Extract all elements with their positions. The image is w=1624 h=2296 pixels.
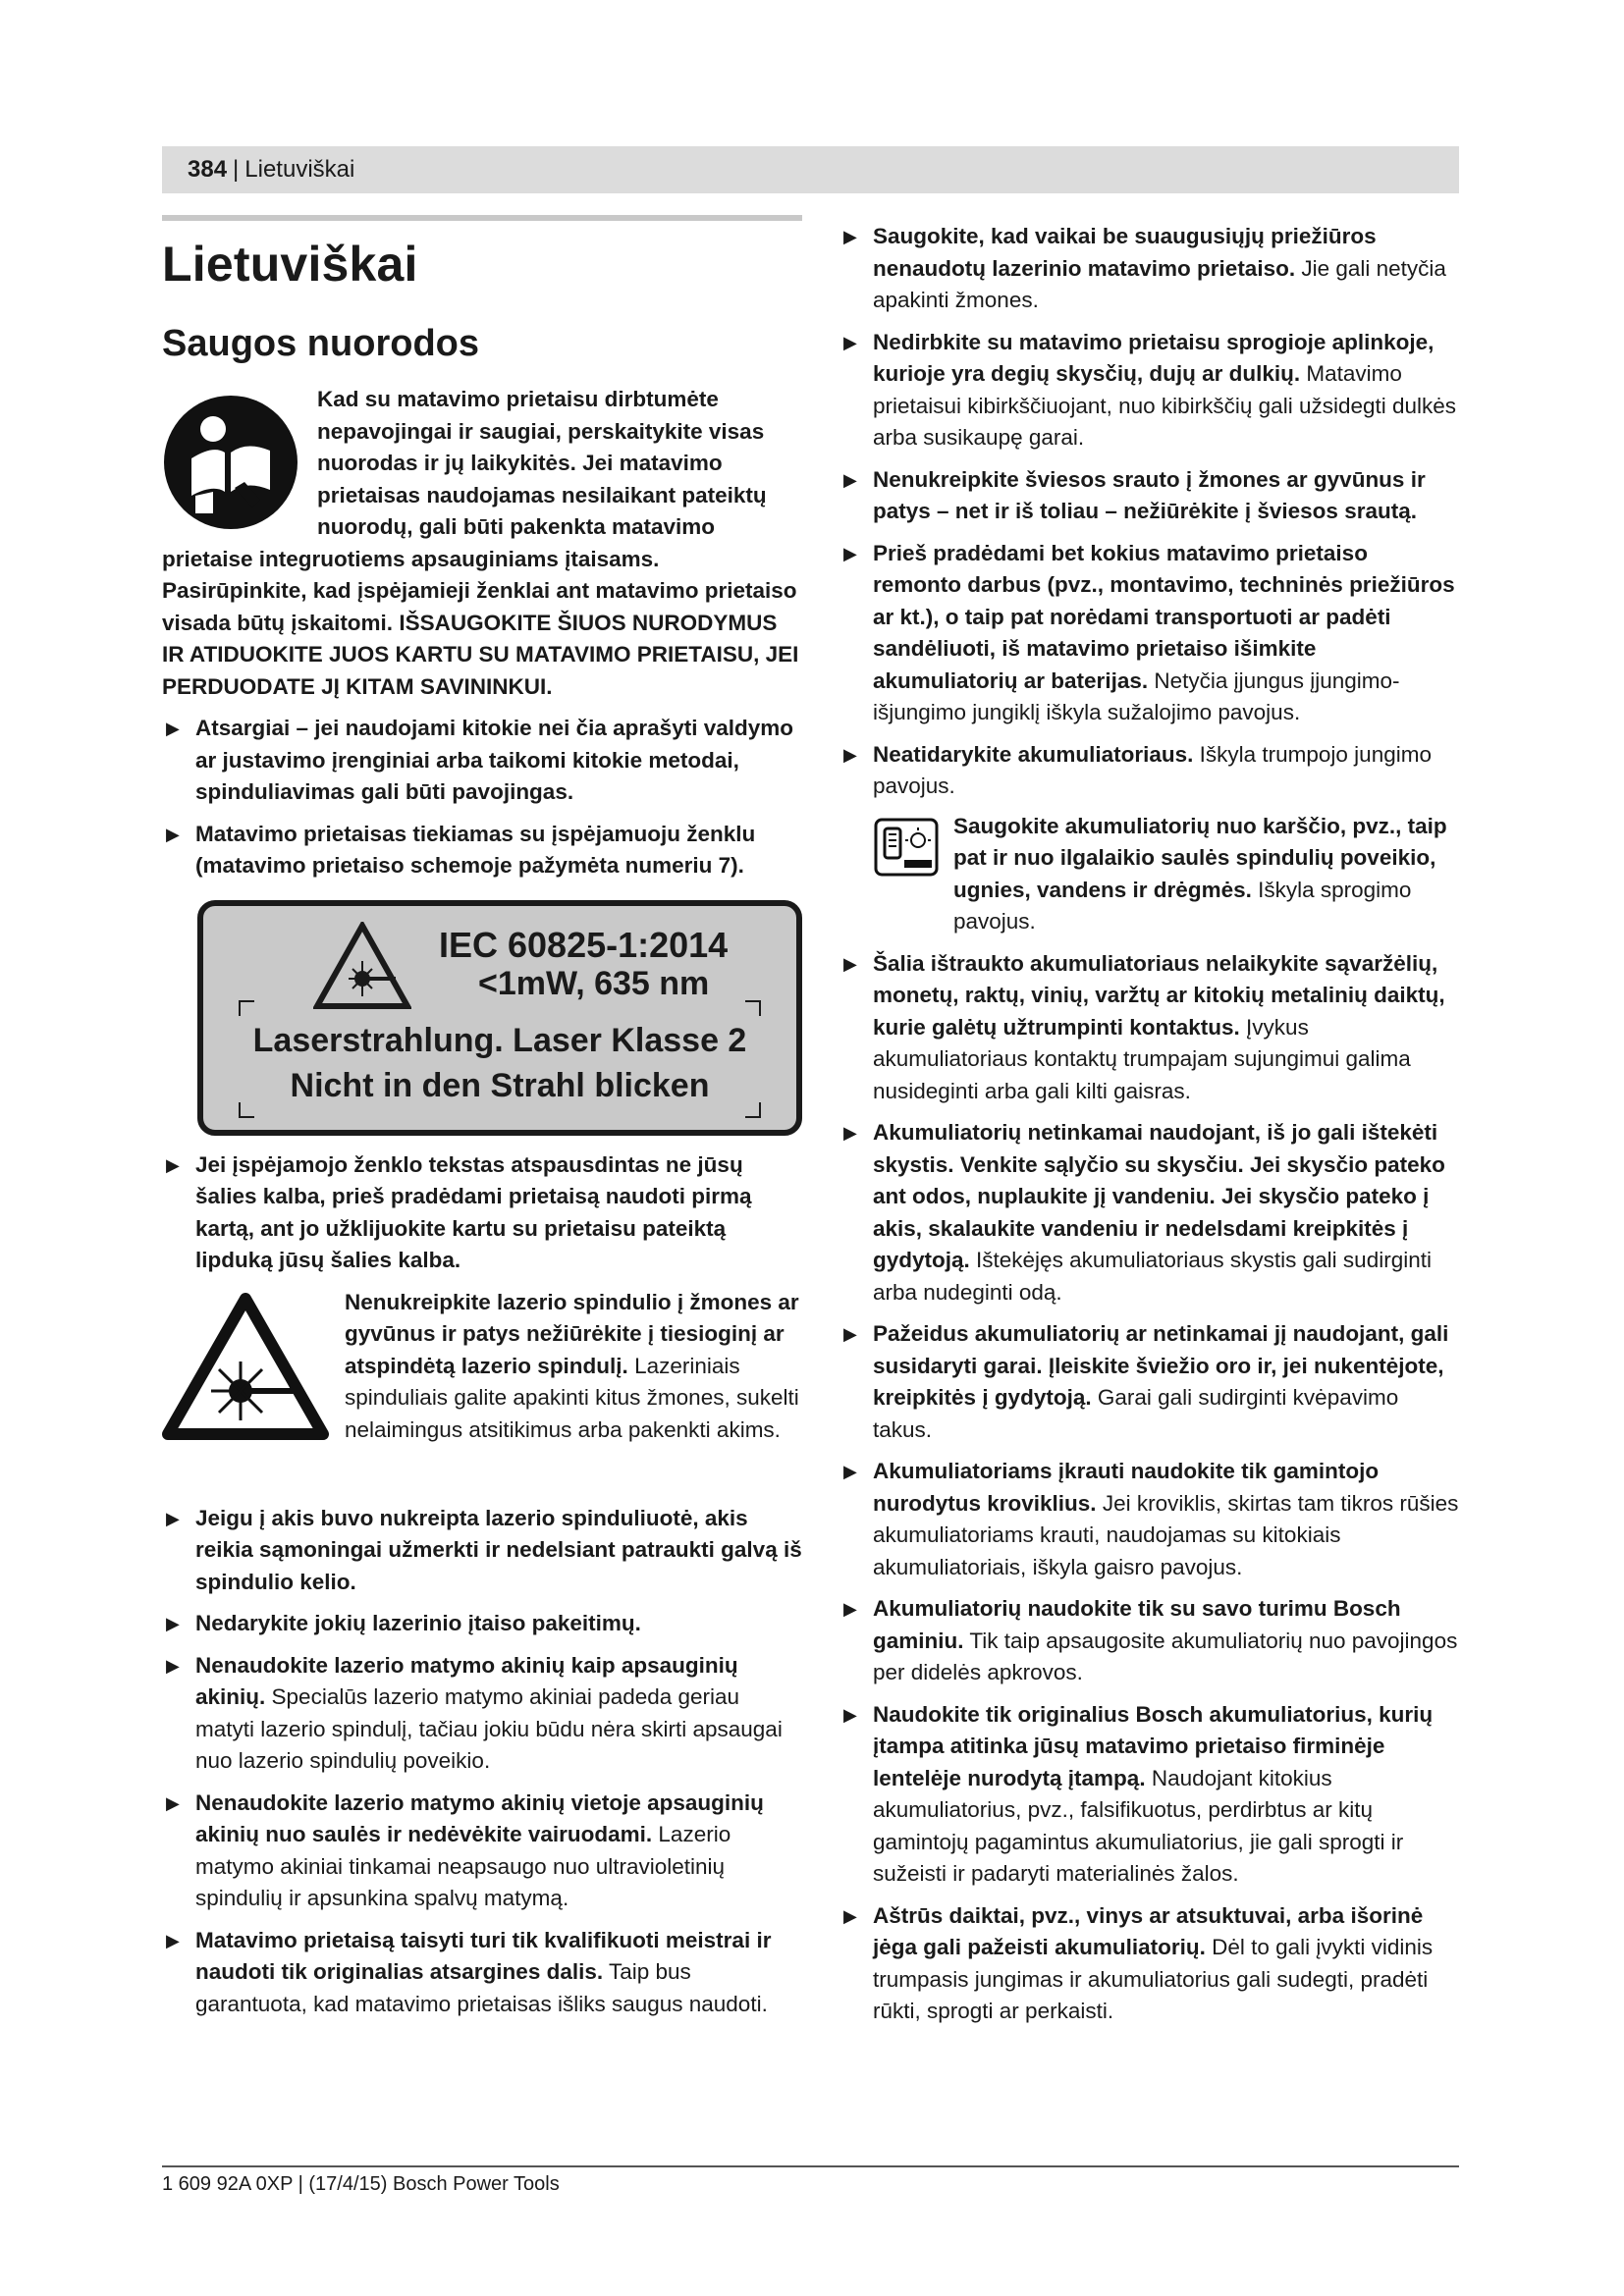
safety-item-bold: Neatidarykite akumuliatoriaus. — [873, 741, 1194, 767]
safety-item — [839, 221, 1460, 317]
safety-item — [839, 1593, 1460, 1689]
safety-item-bold: Matavimo prietaisą taisyti turi tik kvalifikuoti meistrai ir naudoti tik originalias atsargines dalis. — [195, 1927, 772, 1984]
laser-warning-label — [197, 900, 802, 1136]
heat-warning — [839, 811, 1460, 938]
bullet-arrow-icon: ▶ — [843, 543, 857, 563]
bullet-arrow-icon: ▶ — [166, 1614, 180, 1633]
safety-item — [839, 1456, 1460, 1583]
crop-mark — [239, 1000, 254, 1016]
laser-standard: IEC 60825-1:2014 — [439, 924, 729, 965]
safety-item-bold: Nedirbkite su matavimo prietaisu sprogioje aplinkoje, kurioje yra degių skysčių, dujų ar dulkių. — [873, 329, 1435, 386]
header-section: Lietuviškai — [244, 156, 355, 183]
page-footer: 1 609 92A 0XP | (17/4/15) Bosch Power Tools — [162, 2173, 560, 2195]
left-list-b — [162, 1149, 802, 1277]
safety-item-text: Garai gali sudirginti kvėpavimo takus. — [873, 1385, 1399, 1442]
laser-class-line: Laserstrahlung. Laser Klasse 2 — [252, 1021, 747, 1059]
read-manual-icon — [162, 394, 299, 531]
safety-item — [839, 1117, 1460, 1308]
bullet-arrow-icon: ▶ — [166, 1930, 180, 1950]
safety-item-bold: Pažeidus akumuliatorių ar netinkamai jį naudojant, gali susidaryti garai. Įleiskite šviežio oro ir, jei nukentėjote, kreipkitės į gydytoją. — [873, 1321, 1449, 1410]
safety-item-bold: Akumuliatorių naudokite tik su savo turimu Bosch gaminiu. — [873, 1596, 1401, 1653]
left-list-c — [162, 1503, 802, 2021]
bullet-arrow-icon: ▶ — [843, 1905, 857, 1926]
bullet-arrow-icon: ▶ — [843, 1599, 857, 1619]
safety-item — [162, 819, 802, 882]
heat-warning-normal: Iškyla sprogimo pavojus. — [953, 877, 1412, 934]
safety-item — [839, 327, 1460, 454]
heat-warning-bold: Saugokite akumuliatorių nuo karščio, pvz., taip pat ir nuo ilgalaikio saulės spindulių poveikio, ugnies, vandens ir drėgmės. — [953, 813, 1447, 902]
bullet-arrow-icon: ▶ — [166, 1792, 180, 1813]
crop-mark — [745, 1102, 761, 1118]
bullet-arrow-icon: ▶ — [843, 332, 857, 352]
safety-item-text: Tik taip apsaugosite akumuliatorių nuo pavojingos per didelės apkrovos. — [873, 1628, 1458, 1684]
safety-item — [839, 948, 1460, 1108]
safety-item-text: Ištekėjęs akumuliatoriaus skystis gali sudirginti arba nudeginti odą. — [873, 1248, 1432, 1305]
right-column — [839, 211, 1460, 2028]
bullet-arrow-icon: ▶ — [843, 1462, 857, 1481]
bullet-arrow-icon: ▶ — [166, 1154, 180, 1175]
safety-item-bold: Nenaudokite lazerio matymo akinių vietoje apsauginių akinių nuo saulės ir nedėvėkite vairuodami. — [195, 1789, 764, 1846]
left-column — [162, 211, 802, 2020]
safety-item-bold: Prieš pradėdami bet kokius matavimo prietaiso remonto darbus (pvz., montavimo, techninės priežiūros ar kt.), o taip pat norėdami transportuoti ar padėti sandėliuoti, iš matavimo prietaiso išimkite akumuliatorių ar baterijas. — [873, 540, 1455, 693]
bullet-arrow-icon: ▶ — [843, 469, 857, 490]
page-header — [162, 146, 1459, 193]
safety-item — [162, 1503, 802, 1599]
safety-item-bold: Saugokite, kad vaikai be suaugusiųjų priežiūros nenaudotų lazerinio matavimo prietaiso. — [873, 224, 1377, 281]
safety-item-bold: Jei įspėjamojo ženklo tekstas atspausdintas ne jūsų šalies kalba, prieš pradėdami prietaisą naudoti pirmą kartą, ant jo užklijuokite kartu su prietaisu pateiktą lipduką jūsų šalies kalba. — [195, 1151, 752, 1272]
bullet-arrow-icon: ▶ — [843, 1324, 857, 1344]
safety-item — [162, 1650, 802, 1778]
bullet-arrow-icon: ▶ — [843, 227, 857, 246]
bullet-arrow-icon: ▶ — [843, 1704, 857, 1725]
safety-item — [162, 1149, 802, 1277]
laser-caution-line: Nicht in den Strahl blicken — [290, 1066, 710, 1104]
laser-eye-warning-bold: Nenukreipkite lazerio spindulio į žmones ar gyvūnus ir patys nežiūrėkite į tiesioginį ar atspindėtą lazerio spindulį. — [345, 1289, 799, 1378]
safety-item-text: Naudojant kitokius akumuliatorius, pvz., falsifikuotus, perdirbtus ar kitų gamintojų pagamintus akumuliatorius, jie gali sprogti ir sužeisti ir padaryti materialinės žalos. — [873, 1765, 1404, 1886]
safety-item-bold: Nedarykite jokių lazerinio įtaiso pakeitimų. — [195, 1611, 641, 1635]
safety-item — [839, 739, 1460, 803]
safety-item-bold: Šalia ištraukto akumuliatoriaus nelaikykite sąvaržėlių, monetų, raktų, vinių, varžtų ar kitokių metalinių daiktų, kurie galėtų užtrumpinti kontaktus. — [873, 950, 1445, 1040]
safety-item-bold: Akumuliatoriams įkrauti naudokite tik gamintojo nurodytus kroviklius. — [873, 1459, 1380, 1516]
footer-rule — [162, 2165, 1459, 2167]
bullet-arrow-icon: ▶ — [166, 1508, 180, 1528]
laser-power: <1mW, 635 nm — [478, 964, 710, 1002]
safety-item-bold: Naudokite tik originalius Bosch akumuliatorius, kurių įtampa atitinka jūsų matavimo prietaiso firminėje lentelėje nurodytą įtampą. — [873, 1701, 1434, 1790]
bullet-arrow-icon: ▶ — [166, 719, 180, 738]
right-list-b — [839, 948, 1460, 2028]
safety-item-text: Įvykus akumuliatoriaus kontaktų trumpajam sujungimui galima nusideginti arba gali kilti gaisras. — [873, 1014, 1411, 1103]
safety-item — [839, 1318, 1460, 1446]
safety-item-text: Specialūs lazerio matymo akiniai padeda geriau matyti lazerio spindulį, tačiau jokiu būdu nėra skirti apsaugai nuo lazerio spindulių poveikio. — [195, 1684, 783, 1773]
safety-item-text: Jie gali netyčia apakinti žmones. — [873, 255, 1446, 312]
laser-radiation-icon — [162, 1293, 329, 1440]
intro-block — [162, 384, 802, 703]
safety-item-text: Lazerio matymo akiniai tinkamai neapsaugo nuo ultravioletinių spindulių ir apsunkina spalvų matymą. — [195, 1822, 731, 1910]
page-title: Lietuviškai — [162, 237, 418, 292]
safety-item-bold: Akumuliatorių netinkamai naudojant, iš jo gali ištekėti skystis. Venkite sąlyčio su skysčiu. Jei skysčio pateko ant odos, nuplaukite jį vandeniu. Jei skysčio pateko į akis, skalaukite vandeniu ir nedelsdami kreipkitės į gydytoją. — [873, 1120, 1445, 1272]
safety-item — [839, 538, 1460, 729]
left-list-a — [162, 713, 802, 882]
safety-item-bold: Jeigu į akis buvo nukreipta lazerio spinduliuotė, akis reikia sąmoningai užmerkti ir nedelsiant patraukti galvą iš spindulio kelio. — [195, 1505, 802, 1594]
safety-item-bold: Nenukreipkite šviesos srauto į žmones ar gyvūnus ir patys – net ir iš toliau – nežiūrėkite į šviesos srautą. — [873, 466, 1426, 523]
safety-item — [162, 713, 802, 809]
safety-item-text: Dėl to gali įvykti vidinis trumpasis jungimas ir akumuliatorius gali sudegti, pradėti rūkti, sprogti ar perkaisti. — [873, 1935, 1434, 2023]
safety-item-bold: Matavimo prietaisas tiekiamas su įspėjamuoju ženklu (matavimo prietaiso schemoje pažymėta numeriu 7). — [195, 821, 756, 878]
safety-item-text: Matavimo prietaisui kibirkščiuojant, nuo kibirkščių gali užsidegti dulkės arba susikaupę garai. — [873, 361, 1457, 450]
right-list-a — [839, 221, 1460, 803]
safety-item — [839, 1900, 1460, 2028]
crop-mark — [239, 1102, 254, 1118]
safety-item-bold: Aštrūs daiktai, pvz., vinys ar atsuktuvai, arba išorinė jėga gali pažeisti akumuliatorių. — [873, 1902, 1424, 1959]
header-separator: | — [233, 156, 240, 183]
safety-item — [162, 1925, 802, 2021]
laser-hazard-icon — [313, 922, 411, 1010]
crop-mark — [745, 1000, 761, 1016]
safety-item — [162, 1608, 802, 1640]
safety-item — [839, 464, 1460, 528]
bullet-arrow-icon: ▶ — [843, 953, 857, 974]
intro-bold: Kad su matavimo prietaisu dirbtumėte nepavojingai ir saugiai, perskaitykite visas nuorodas ir jų laikykitės. Jei matavimo prietaisas naudojamas nesilaikant pateiktų nuorodų, gali būti pakenkta matavimo prietaise integruotiems apsauginiams įtaisams. Pasirūpinkite, kad įspėjamieji ženklai ant matavimo prietaiso visada būtų įskaitomi. IŠSAUGOKITE ŠIUOS NURODYMUS IR ATIDUOKITE JUOS KARTU SU MATAVIMO PRIETAISU, JEI PERDUODATE JĮ KITAM SAVININKUI. — [162, 387, 799, 699]
safety-item — [162, 1788, 802, 1915]
page-number: 384 — [188, 156, 228, 183]
safety-item — [839, 1699, 1460, 1891]
safety-item-text: Jei kroviklis, skirtas tam tikros rūšies akumuliatoriams krauti, naudojamas su kitokiais akumuliatoriais, iškyla gaisro pavojus. — [873, 1490, 1459, 1579]
laser-eye-warning — [162, 1287, 802, 1493]
safety-item-bold: Atsargiai – jei naudojami kitokie nei čia aprašyti valdymo ar justavimo įrenginiai arba taikomi kitokie metodai, spinduliavimas gali būti pavojingas. — [195, 716, 793, 804]
safety-item-text: Netyčia įjungus įjungimo-išjungimo jungiklį iškyla sužalojimo pavojus. — [873, 667, 1400, 724]
heat-sun-icon — [873, 817, 940, 878]
laser-eye-warning-normal: Lazeriniais spinduliais galite apakinti kitus žmones, sukelti nelaimingus atsitikimus arba pakenkti akims. — [345, 1353, 799, 1442]
bullet-arrow-icon: ▶ — [166, 1655, 180, 1676]
section-title: Saugos nuorodos — [162, 323, 479, 364]
safety-item-bold: Nenaudokite lazerio matymo akinių kaip apsauginių akinių. — [195, 1652, 738, 1709]
safety-item-text: Iškyla trumpojo jungimo pavojus. — [873, 741, 1432, 798]
bullet-arrow-icon: ▶ — [843, 744, 857, 765]
safety-item-text: Taip bus garantuota, kad matavimo prietaisas išliks saugus naudoti. — [195, 1959, 768, 2016]
bullet-arrow-icon: ▶ — [166, 824, 180, 844]
title-rule — [162, 215, 802, 221]
bullet-arrow-icon: ▶ — [843, 1123, 857, 1143]
